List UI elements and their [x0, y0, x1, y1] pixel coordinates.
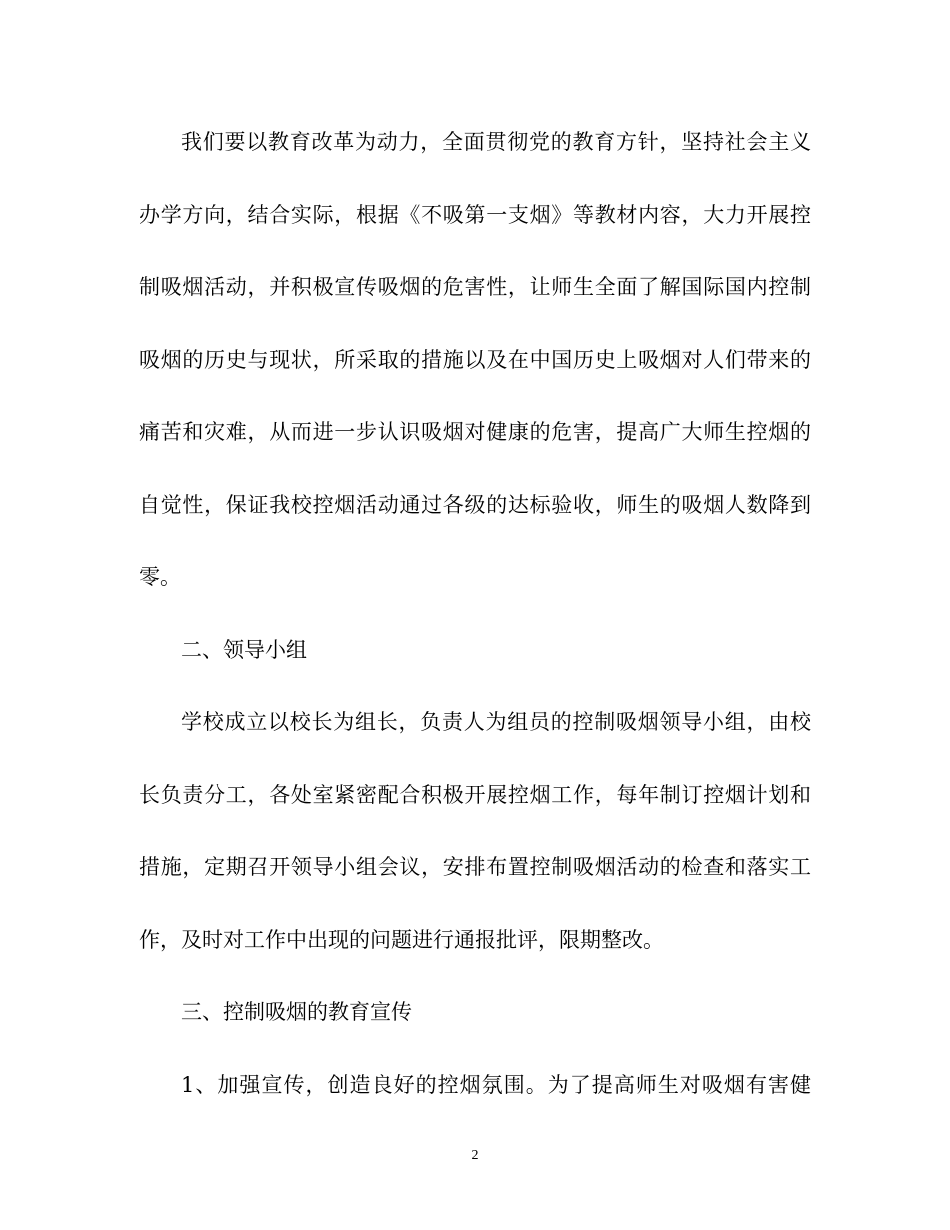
- paragraph-line: 长负责分工，各处室紧密配合积极开展控烟工作，每年制订控烟计划和: [139, 782, 811, 807]
- paragraph-line: 措施，定期召开领导小组会议，安排布置控制吸烟活动的检查和落实工: [139, 855, 811, 879]
- paragraph-line: 学校成立以校长为组长，负责人为组员的控制吸烟领导小组，由校: [181, 710, 811, 734]
- paragraph-line: 制吸烟活动，并积极宣传吸烟的危害性，让师生全面了解国际国内控制: [139, 275, 811, 299]
- paragraph-line: 零。: [139, 565, 181, 589]
- page-number: 2: [471, 1148, 479, 1163]
- paragraph-line: 吸烟的历史与现状，所采取的措施以及在中国历史上吸烟对人们带来的: [139, 347, 811, 372]
- section-heading: 二、领导小组: [181, 637, 307, 662]
- paragraph-line: 作，及时对工作中出现的问题进行通报批评，限期整改。: [139, 927, 664, 952]
- paragraph-line: 办学方向，结合实际，根据《不吸第一支烟》等教材内容，大力开展控: [139, 202, 811, 227]
- paragraph-line: 1、加强宣传，创造良好的控烟氛围。为了提高师生对吸烟有害健: [181, 1072, 811, 1097]
- paragraph-line: 我们要以教育改革为动力，全面贯彻党的教育方针，坚持社会主义: [181, 130, 811, 154]
- document-body: [139, 122, 811, 1137]
- section-heading: 三、控制吸烟的教育宣传: [181, 1000, 412, 1024]
- paragraph-line: 自觉性，保证我校控烟活动通过各级的达标验收，师生的吸烟人数降到: [139, 492, 811, 517]
- paragraph-line: 痛苦和灾难，从而进一步认识吸烟对健康的危害，提高广大师生控烟的: [139, 420, 811, 444]
